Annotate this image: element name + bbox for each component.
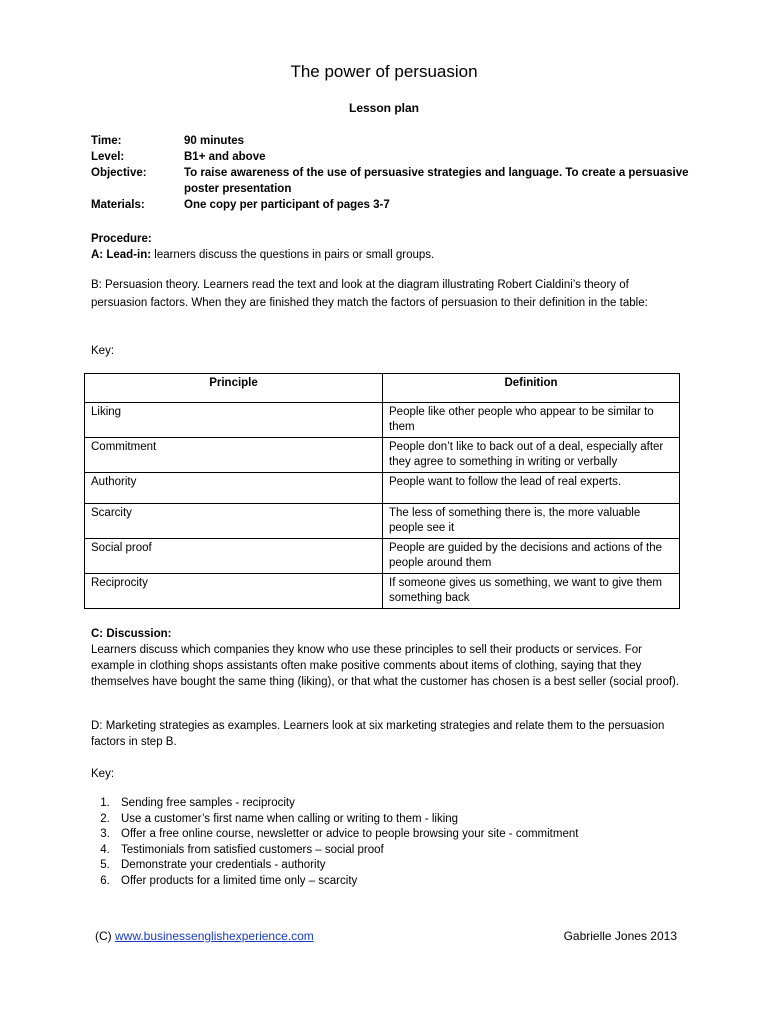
list-item: 1. Sending free samples - reciprocity [113, 796, 713, 812]
definition-cell: If someone gives us something, we want to give them something back [383, 574, 680, 609]
copyright-prefix: (C) [95, 929, 115, 943]
meta-label: Objective: [91, 167, 147, 179]
list-item: 2. Use a customer’s first name when calling or writing to them - liking [113, 812, 713, 828]
meta-row-materials [91, 197, 691, 213]
definition-cell: People are guided by the decisions and actions of the people around them [383, 539, 680, 574]
meta-row-objective [91, 165, 691, 197]
definition-cell: The less of something there is, the more valuable people see it [383, 504, 680, 539]
lead-in-label: A: Lead-in: [91, 249, 152, 261]
meta-row-level [91, 149, 691, 165]
persuasion-theory-paragraph: B: Persuasion theory. Learners read the text and look at the diagram illustrating Robert Cialdini’s theory of persuasion factors. When they are finished they match the factors of persuasion to their definition in the table: [91, 279, 648, 309]
table-row [85, 438, 680, 473]
definition-cell: People like other people who appear to be similar to them [383, 403, 680, 438]
principle-cell: Scarcity [85, 504, 383, 539]
meta-label: Materials: [91, 199, 145, 211]
table-row [85, 574, 680, 609]
marketing-key-label: Key: [91, 768, 115, 780]
meta-label: Level: [91, 151, 125, 163]
lead-in-line [91, 247, 681, 263]
table-row [85, 403, 680, 438]
table-row [85, 473, 680, 504]
list-item: 6. Offer products for a limited time only – scarcity [113, 874, 713, 890]
principle-cell: Liking [85, 403, 383, 438]
discussion-heading: C: Discussion: [91, 628, 172, 640]
definition-cell: People don’t like to back out of a deal, especially after they agree to something in writing or verbally [383, 438, 680, 473]
discussion-section [91, 626, 681, 690]
table-header-row [85, 374, 680, 403]
principle-cell: Reciprocity [85, 574, 383, 609]
table-row [85, 539, 680, 574]
marketing-strategies-list [91, 796, 713, 889]
lesson-meta [91, 133, 691, 213]
definition-cell: People want to follow the lead of real experts. [383, 473, 680, 504]
principle-cell: Commitment [85, 438, 383, 473]
website-link[interactable]: www.businessenglishexperience.com [115, 929, 314, 943]
meta-label: Time: [91, 135, 122, 147]
principle-cell: Authority [85, 473, 383, 504]
list-item: 4. Testimonials from satisfied customers – social proof [113, 843, 713, 859]
meta-value: 90 minutes [184, 135, 245, 147]
table-header-principle: Principle [85, 374, 383, 403]
author-credit: Gabrielle Jones 2013 [563, 929, 677, 943]
list-item: 5. Demonstrate your credentials - authority [113, 858, 713, 874]
principles-table [84, 373, 680, 609]
discussion-text: Learners discuss which companies they know who use these principles to sell their products or services. For example in clothing shops assistants often make positive comments about items of clothing, saying that they themselves have bought the same thing (liking), or that what the customer has chosen is a best seller (social proof). [91, 644, 680, 688]
list-item: 3. Offer a free online course, newsletter or advice to people browsing your site - commitment [113, 827, 713, 843]
meta-value: To raise awareness of the use of persuasive strategies and language. To create a persuasive poster presentation [184, 167, 689, 195]
page-footer [95, 929, 677, 943]
principle-cell: Social proof [85, 539, 383, 574]
meta-value: One copy per participant of pages 3-7 [184, 199, 390, 211]
page-subtitle: Lesson plan [348, 101, 419, 115]
meta-value: B1+ and above [184, 151, 266, 163]
table-header-definition: Definition [383, 374, 680, 403]
marketing-paragraph: D: Marketing strategies as examples. Learners look at six marketing strategies and relate them to the persuasion factors in step B. [91, 720, 665, 748]
procedure-section [91, 231, 681, 263]
meta-row-time [91, 133, 691, 149]
procedure-heading: Procedure: [91, 233, 152, 245]
table-row [85, 504, 680, 539]
page-title: The power of persuasion [290, 62, 478, 81]
lead-in-text: learners discuss the questions in pairs or small groups. [151, 249, 435, 261]
key-label: Key: [91, 345, 115, 357]
copyright [95, 929, 314, 943]
